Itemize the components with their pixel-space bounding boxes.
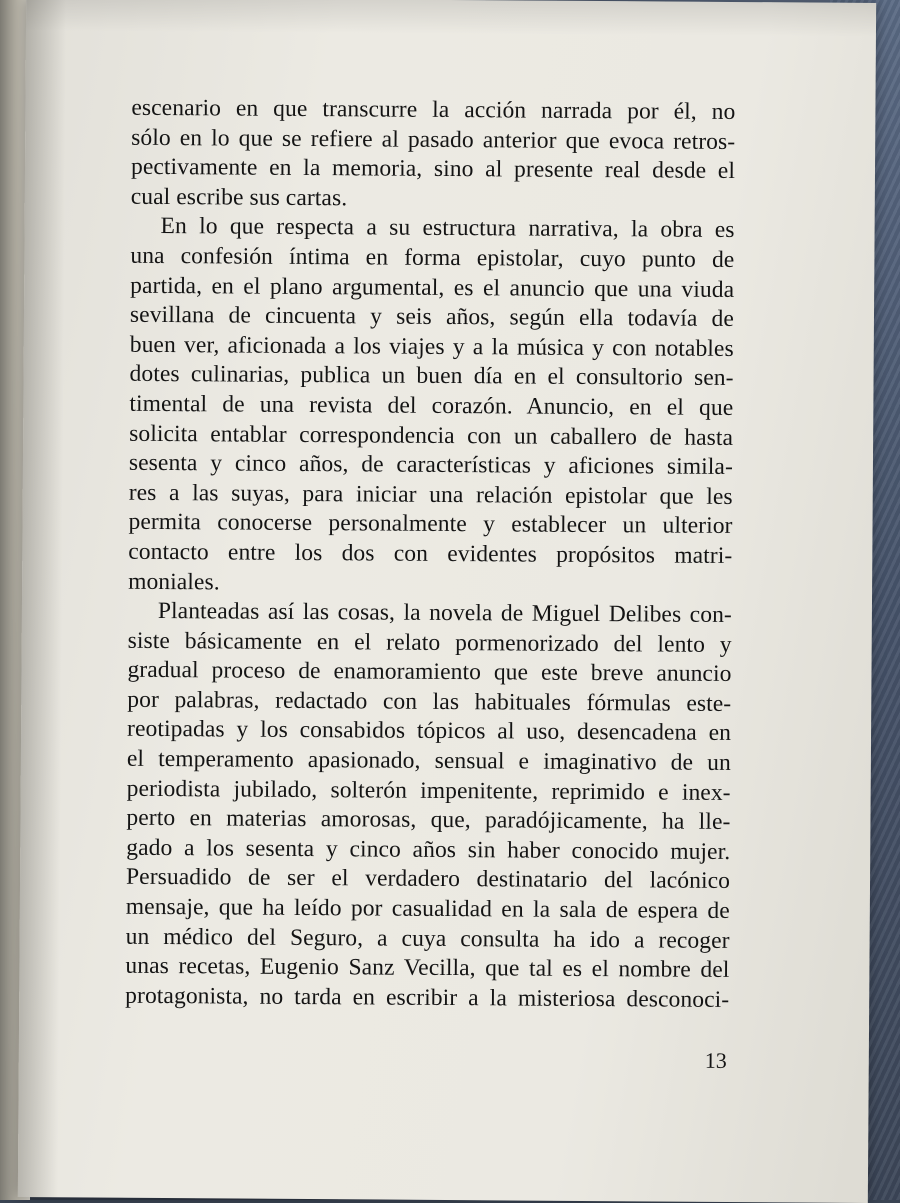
text-line: mensaje, que ha leído por casualidad en la sala de espera de: [125, 893, 730, 925]
text-line: dotes culinarias, publica un buen día en el consultorio sen-: [129, 361, 734, 392]
text-line: siste básicamente en el relato pormenorizado del lento y: [127, 627, 732, 658]
text-line: protagonista, no tarda en escribir a la misteriosa desconoci-: [125, 982, 730, 1013]
page-top-shadow: [26, 0, 876, 37]
text-line: Persuadido de ser el verdadero destinatario del lacónico: [125, 864, 731, 895]
text-line: permita conocerse personalmente y establecer un ulterior: [128, 509, 733, 540]
text-line: perto en materias amorosas, que, paradójicamente, ha lle-: [126, 805, 731, 836]
page-gutter-shadow: [18, 0, 66, 1197]
text-line: reotipadas y los consabidos tópicos al uso, desencadena en: [126, 716, 732, 747]
text-line: moniales.: [128, 568, 220, 595]
text-line: contacto entre los dos con evidentes propósitos matri-: [128, 538, 733, 569]
text-line: un médico del Seguro, a cuya consulta ha ido a recoger: [125, 923, 730, 954]
text-line: pectivamente en la memoria, sino al presente real desde el: [130, 153, 736, 185]
text-line: unas recetas, Eugenio Sanz Vecilla, que tal es el nombre del: [125, 952, 730, 984]
text-line: cual escribe sus cartas.: [130, 183, 348, 212]
text-line: escenario en que transcurre la acción narrada por él, no: [131, 94, 736, 126]
text-line: buen ver, aficionada a los viajes y a la música y con notables: [129, 331, 734, 362]
text-line: sevillana de cincuenta y seis años, según ella todavía de: [129, 301, 735, 333]
text-line: el temperamento apasionado, sensual e imaginativo de un: [126, 745, 731, 777]
text-line: sólo en lo que se refiere al pasado anterior que evoca retros-: [131, 124, 736, 155]
text-line: una confesión íntima en forma epistolar, cuyo punto de: [130, 242, 735, 273]
body-text: [125, 94, 735, 1016]
text-line: res a las suyas, para iniciar una relación epistolar que les: [128, 479, 733, 510]
text-line: por palabras, redactado con las habituales fórmulas este-: [127, 686, 732, 717]
text-line: gado a los sesenta y cinco años sin haber conocido mujer.: [126, 834, 731, 865]
text-line: Planteadas así las cosas, la novela de Miguel Delibes con-: [157, 598, 732, 629]
page-number: 13: [704, 1047, 727, 1073]
paragraph-2: [128, 212, 735, 601]
paragraph-3: [125, 597, 732, 1016]
paragraph-1: [131, 94, 736, 217]
text-line: partida, en el plano argumental, es el anuncio que una viuda: [130, 272, 735, 303]
text-line: En lo que respecta a su estructura narrativa, la obra es: [160, 213, 735, 244]
text-line: timental de una revista del corazón. Anuncio, en el que: [129, 390, 734, 421]
text-line: sesenta y cinco años, de características y aficiones simila-: [128, 449, 734, 481]
book-page: [18, 0, 876, 1203]
text-line: periodista jubilado, solterón impenitente, reprimido e inex-: [126, 775, 731, 806]
text-line: solicita entablar correspondencia con un caballero de hasta: [129, 420, 734, 451]
text-line: gradual proceso de enamoramiento que este breve anuncio: [127, 657, 732, 688]
